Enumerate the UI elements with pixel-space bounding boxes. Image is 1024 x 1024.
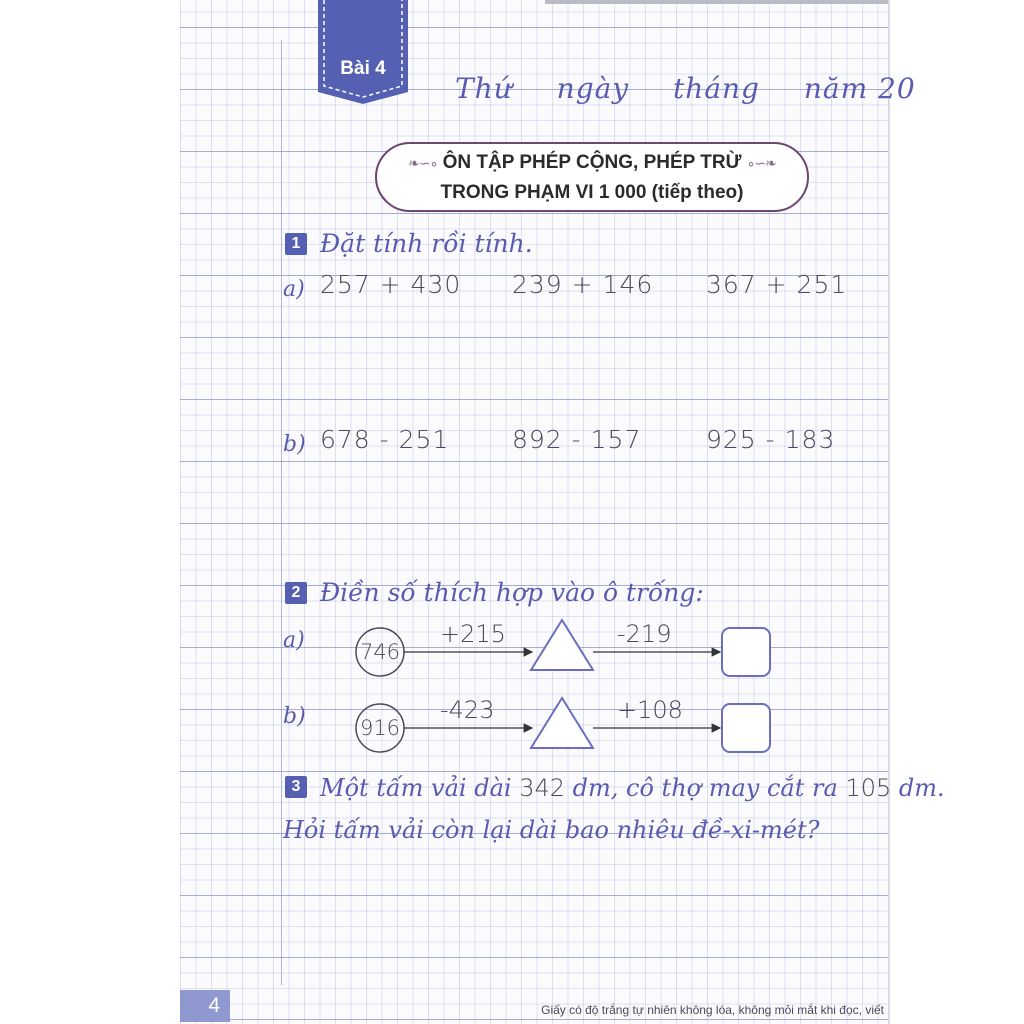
lesson-label: Bài 4 — [340, 58, 386, 79]
title-text-1: ÔN TẬP PHÉP CỘNG, PHÉP TRỪ — [442, 152, 742, 173]
ornament-left: ❧∽∘ — [408, 155, 438, 171]
chain-b-triangle[interactable] — [531, 698, 593, 748]
chain-a-answer-box[interactable] — [722, 628, 770, 676]
chain-b-op-2: +108 — [617, 696, 683, 724]
exercise-3-cut: 105 — [845, 774, 892, 802]
exercise-3-text-b: dm, cô thợ may cắt ra — [572, 774, 838, 802]
exercise-2-badge: 2 — [285, 582, 307, 604]
exercise-3-line-2: Hỏi tấm vải còn lại dài bao nhiêu đề-xi-mét? — [283, 816, 820, 844]
page-number-tab: 4 — [180, 990, 230, 1022]
date-word-year: năm 20 — [803, 72, 916, 105]
chain-a-start-value: 746 — [359, 640, 401, 664]
chain-b-start-value: 916 — [359, 716, 401, 740]
exercise-1a-expr-2: 239 + 146 — [512, 270, 654, 299]
exercise-2-instruction: Điền số thích hợp vào ô trống: — [320, 578, 704, 607]
chain-a-op-2: -219 — [617, 620, 672, 648]
title-line-2: TRONG PHẠM VI 1 000 (tiếp theo) — [440, 182, 744, 203]
chain-a-op-1: +215 — [440, 620, 506, 648]
exercise-1-badge: 1 — [285, 233, 307, 255]
date-word-day: ngày — [556, 72, 630, 105]
exercise-1a-expr-1: 257 + 430 — [320, 270, 462, 299]
exercise-3-text-a: Một tấm vải dài — [320, 774, 512, 802]
date-word-day-of-week: Thứ — [455, 72, 513, 105]
chain-b-op-1: -423 — [440, 696, 495, 724]
exercise-1b-label: b) — [283, 432, 306, 457]
ornament-right: ∘∽❧ — [746, 155, 776, 171]
exercise-1b-expr-2: 892 - 157 — [512, 425, 642, 454]
chain-b-answer-box[interactable] — [722, 704, 770, 752]
exercise-3-length: 342 — [519, 774, 566, 802]
exercise-2b-label: b) — [283, 704, 306, 729]
exercise-1b-expr-3: 925 - 183 — [706, 425, 836, 454]
exercise-2a-label: a) — [283, 628, 305, 653]
exercise-3-text-c: dm. — [898, 774, 945, 802]
exercise-1a-expr-3: 367 + 251 — [706, 270, 848, 299]
date-word-month: tháng — [673, 72, 760, 105]
exercise-3-badge: 3 — [285, 776, 307, 798]
footer-note: Giấy có độ trắng tự nhiên không lóa, không mỏi mắt khi đọc, viết — [541, 1003, 884, 1017]
exercise-1a-label: a) — [283, 277, 305, 302]
chain-a-triangle[interactable] — [531, 620, 593, 670]
exercise-1b-expr-1: 678 - 251 — [320, 425, 450, 454]
exercise-3-line-1 — [320, 774, 945, 802]
exercise-1-instruction: Đặt tính rồi tính. — [320, 229, 533, 258]
